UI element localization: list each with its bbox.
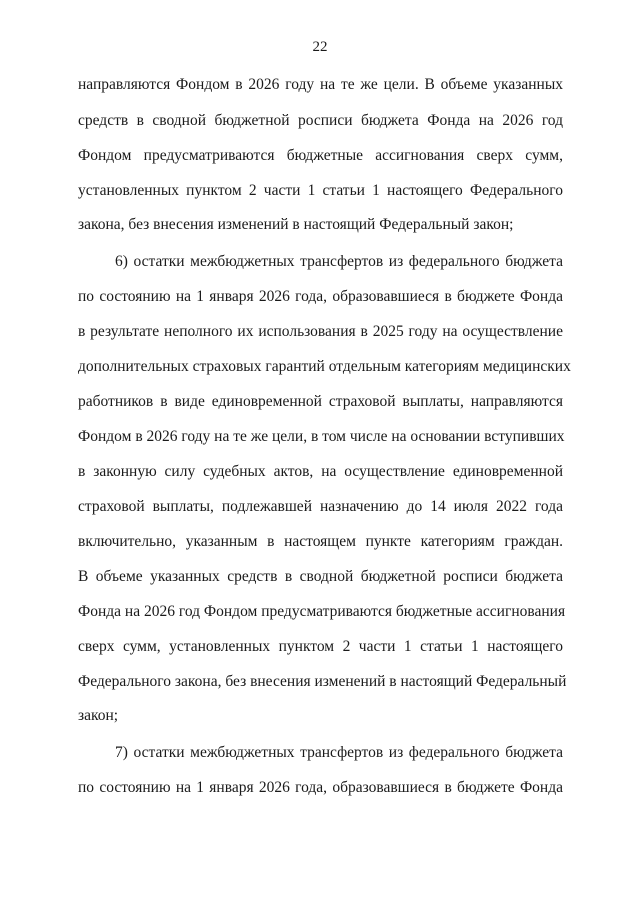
- page-number: 22: [312, 39, 328, 55]
- text-line: направляются Фондом в 2026 году на те же цели. В объеме указанных: [78, 76, 563, 93]
- text-line: средств в сводной бюджетной росписи бюджета Фонда на 2026 год: [78, 112, 563, 129]
- text-line: в результате неполного их использования в 2025 году на осуществление: [78, 323, 563, 340]
- text-line: сверх сумм, установленных пунктом 2 части 1 статьи 1 настоящего: [78, 638, 563, 655]
- text-line: по состоянию на 1 января 2026 года, образовавшиеся в бюджете Фонда: [78, 779, 563, 796]
- text-line: в законную силу судебных актов, на осуществление единовременной: [78, 463, 563, 480]
- text-line: по состоянию на 1 января 2026 года, образовавшиеся в бюджете Фонда: [78, 288, 563, 305]
- text-line: Фондом предусматриваются бюджетные ассигнования сверх сумм,: [78, 147, 563, 164]
- text-line: работников в виде единовременной страховой выплаты, направляются: [78, 393, 563, 410]
- text-line: закона, без внесения изменений в настоящий Федеральный закон;: [78, 216, 514, 233]
- text-line: В объеме указанных средств в сводной бюджетной росписи бюджета: [78, 568, 563, 585]
- text-line: Фондом в 2026 году на те же цели, в том числе на основании вступивших: [78, 428, 565, 445]
- text-line: Федерального закона, без внесения изменений в настоящий Федеральный: [78, 673, 567, 690]
- text-line: дополнительных страховых гарантий отдельным категориям медицинских: [78, 358, 571, 375]
- text-line: 7) остатки межбюджетных трансфертов из федерального бюджета: [115, 744, 563, 761]
- text-line: страховой выплаты, подлежавшей назначению до 14 июля 2022 года: [78, 498, 563, 515]
- text-line: установленных пунктом 2 части 1 статьи 1 настоящего Федерального: [78, 182, 563, 199]
- text-line: Фонда на 2026 год Фондом предусматриваются бюджетные ассигнования: [78, 603, 566, 620]
- text-line: включительно, указанным в настоящем пункте категориям граждан.: [78, 533, 563, 550]
- text-line: 6) остатки межбюджетных трансфертов из федерального бюджета: [115, 253, 563, 270]
- text-line: закон;: [78, 707, 119, 724]
